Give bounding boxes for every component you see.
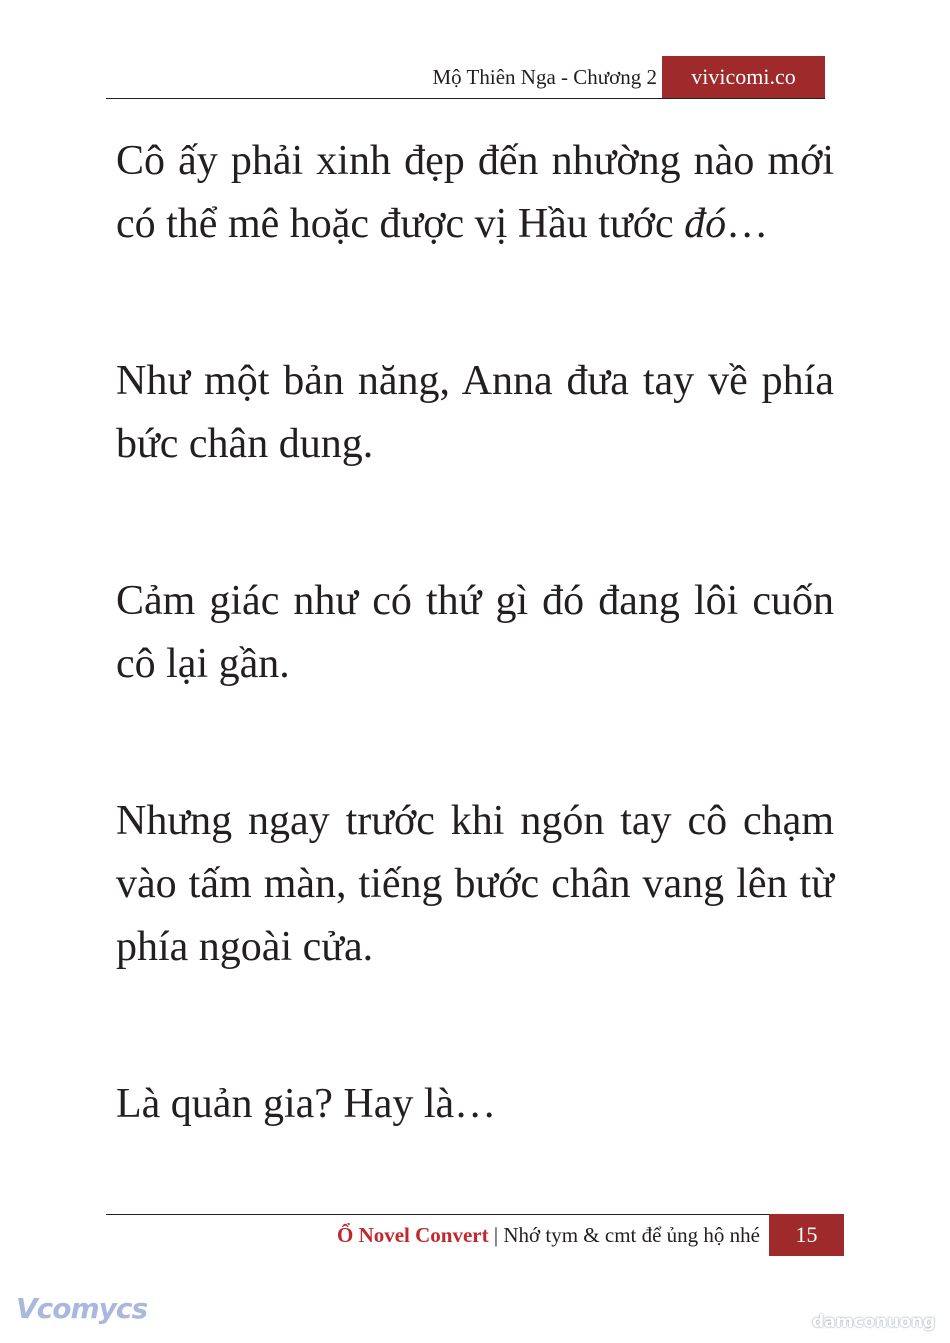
page-header bbox=[106, 56, 825, 99]
chapter-title: Mộ Thiên Nga - Chương 2 bbox=[432, 65, 657, 89]
page-number: 15 bbox=[769, 1214, 844, 1256]
footer-text bbox=[337, 1223, 760, 1248]
story-text bbox=[116, 130, 834, 1136]
footer-brand: Ổ Novel Convert bbox=[336, 1223, 489, 1247]
footer-divider bbox=[106, 1214, 844, 1215]
paragraph-4: Nhưng ngay trước khi ngón tay cô chạm vào tấm màn, tiếng bước chân vang lên từ phía ngoài cửa. bbox=[116, 798, 834, 970]
page-footer bbox=[106, 1214, 844, 1256]
paragraph-2: Như một bản năng, Anna đưa tay về phía bức chân dung. bbox=[116, 358, 834, 467]
paragraph-1-text: Cô ấy phải xinh đẹp đến nhường nào mới có thể mê hoặc được vị Hầu tước bbox=[116, 138, 834, 247]
paragraph-5: Là quản gia? Hay là… bbox=[116, 1081, 497, 1127]
paragraph-1 bbox=[116, 130, 834, 256]
watermark-logo-left: Vcomycs bbox=[16, 1292, 148, 1325]
header-divider bbox=[106, 98, 825, 99]
paragraph-1-tail: … bbox=[726, 201, 769, 247]
paragraph-3: Cảm giác như có thứ gì đó đang lôi cuốn cô lại gần. bbox=[116, 578, 834, 687]
watermark-logo-right: damconuong bbox=[812, 1312, 936, 1332]
footer-separator: | bbox=[488, 1223, 504, 1247]
footer-message: Nhớ tym & cmt để ủng hộ nhé bbox=[503, 1223, 760, 1247]
site-badge: vivicomi.co bbox=[662, 56, 825, 98]
paragraph-1-emphasis: đó bbox=[684, 201, 727, 247]
